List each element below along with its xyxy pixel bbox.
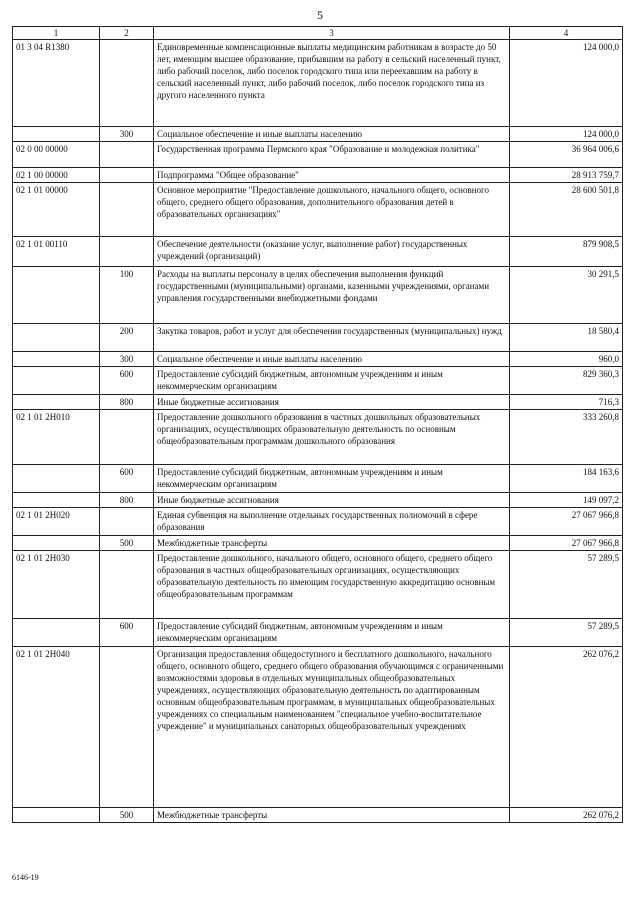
table-row [13,183,623,237]
row-amount: 960,0 [510,352,623,367]
row-code [13,267,100,324]
row-amount: 57 289,5 [510,619,623,647]
table-row [13,465,623,493]
row-name: Основное мероприятие "Предоставление дошкольного, начального общего, основного общего, среднего общего образования, дополнительного образования детей в образовательных организациях" [154,183,510,237]
row-expense-type [100,237,154,267]
row-amount: 879 908,5 [510,237,623,267]
row-code: 02 1 01 00000 [13,183,100,237]
row-expense-type: 300 [100,352,154,367]
row-name: Подпрограмма "Общее образование" [154,168,510,183]
row-name: Социальное обеспечение и иные выплаты населению [154,352,510,367]
row-name: Единовременные компенсационные выплаты медицинским работникам в возрасте до 50 лет, имеющим высшее образование, прибывшим на работу в сельский населенный пункт, либо рабочий поселок, либо поселок городского типа или переехавшим на работу в сельский населенный пункт, либо рабочий поселок, либо поселок городского типа из другого населенного пункта [154,40,510,127]
table-row [13,808,623,823]
row-code [13,395,100,410]
row-expense-type: 500 [100,808,154,823]
row-amount: 124 000,0 [510,40,623,127]
document-footer-code: 6146-19 [12,873,39,882]
row-code: 02 0 00 00000 [13,142,100,168]
table-row [13,352,623,367]
row-expense-type [100,551,154,619]
table-row [13,367,623,395]
row-expense-type: 600 [100,465,154,493]
row-amount: 28 913 759,7 [510,168,623,183]
row-amount: 124 000,0 [510,127,623,142]
row-code [13,619,100,647]
table-row [13,619,623,647]
row-name: Иные бюджетные ассигнования [154,493,510,508]
row-amount: 333 260,8 [510,410,623,465]
table-row [13,493,623,508]
row-name: Предоставление субсидий бюджетным, автономным учреждениям и иным некоммерческим организациям [154,619,510,647]
row-code [13,536,100,551]
page-number: 5 [317,8,323,22]
column-header-amount: 4 [510,27,623,40]
row-code: 02 1 00 00000 [13,168,100,183]
table-row [13,168,623,183]
row-name: Расходы на выплаты персоналу в целях обеспечения выполнения функций государственными (муниципальными) органами, казенными учреждениями, органами управления государственными внебюджетными фондами [154,267,510,324]
table-header-row [13,27,623,40]
table-row [13,237,623,267]
row-code [13,352,100,367]
row-name: Предоставление субсидий бюджетным, автономным учреждениям и иным некоммерческим организациям [154,367,510,395]
column-header-expense-type: 2 [100,27,154,40]
row-name: Предоставление субсидий бюджетным, автономным учреждениям и иным некоммерческим организациям [154,465,510,493]
row-amount: 18 580,4 [510,324,623,352]
row-code [13,465,100,493]
table-row [13,410,623,465]
row-expense-type [100,183,154,237]
row-expense-type [100,410,154,465]
table-row [13,40,623,127]
row-name: Межбюджетные трансферты [154,536,510,551]
row-name: Закупка товаров, работ и услуг для обеспечения государственных (муниципальных) нужд [154,324,510,352]
row-name: Предоставление дошкольного образования в частных дошкольных образовательных организациях, осуществляющих образовательную деятельность по основным общеобразовательным программам дошкольного образования [154,410,510,465]
column-header-name: 3 [154,27,510,40]
row-expense-type: 800 [100,395,154,410]
row-expense-type: 600 [100,619,154,647]
row-amount: 30 291,5 [510,267,623,324]
row-name: Единая субвенция на выполнение отдельных государственных полномочий в сфере образования [154,508,510,536]
table-row [13,508,623,536]
row-expense-type: 300 [100,127,154,142]
row-name: Социальное обеспечение и иные выплаты населению [154,127,510,142]
row-expense-type: 100 [100,267,154,324]
row-expense-type [100,142,154,168]
row-amount: 57 289,5 [510,551,623,619]
row-expense-type [100,508,154,536]
row-expense-type: 600 [100,367,154,395]
row-code: 02 1 01 2Н030 [13,551,100,619]
row-amount: 262 076,2 [510,808,623,823]
row-code: 02 1 01 2Н020 [13,508,100,536]
table-row [13,536,623,551]
table-row [13,324,623,352]
table-row [13,551,623,619]
row-expense-type [100,647,154,808]
row-amount: 36 964 006,6 [510,142,623,168]
budget-table [12,26,623,823]
row-expense-type: 800 [100,493,154,508]
row-name: Предоставление дошкольного, начального общего, основного общего, среднего общего образования в частных общеобразовательных организациях, осуществляющих образовательную деятельность по имеющим государственную аккредитацию основным общеобразовательным программам [154,551,510,619]
table-row [13,142,623,168]
row-code [13,367,100,395]
row-code: 02 1 01 00110 [13,237,100,267]
row-code: 02 1 01 2Н040 [13,647,100,808]
row-name: Организация предоставления общедоступного и бесплатного дошкольного, начального общего, основного общего, среднего общего образования обучающимся с ограниченными возможностями здоровья в отдельных муниципальных общеобразовательных учреждениях, осуществляющих образовательную деятельность по адаптированным основным общеобразовательным программам, в муниципальных общеобразовательных учреждениях со специальным наименованием "специальное учебно-воспитательное учреждение" и муниципальных санаторных общеобразовательных учреждениях [154,647,510,808]
row-code [13,493,100,508]
row-code [13,127,100,142]
row-amount: 28 600 501,8 [510,183,623,237]
row-code [13,808,100,823]
row-amount: 27 067 966,8 [510,536,623,551]
row-code [13,324,100,352]
table-row [13,127,623,142]
row-amount: 184 163,6 [510,465,623,493]
row-amount: 27 067 966,8 [510,508,623,536]
row-name: Обеспечение деятельности (оказание услуг, выполнение работ) государственных учреждений (организаций) [154,237,510,267]
table-row [13,267,623,324]
row-name: Межбюджетные трансферты [154,808,510,823]
row-name: Государственная программа Пермского края "Образование и молодежная политика" [154,142,510,168]
row-code: 01 3 04 R1380 [13,40,100,127]
row-expense-type: 500 [100,536,154,551]
row-expense-type: 200 [100,324,154,352]
table-row [13,647,623,808]
table-row [13,395,623,410]
row-amount: 149 097,2 [510,493,623,508]
row-amount: 716,3 [510,395,623,410]
row-name: Иные бюджетные ассигнования [154,395,510,410]
row-expense-type [100,168,154,183]
column-header-code: 1 [13,27,100,40]
row-amount: 829 360,3 [510,367,623,395]
row-amount: 262 076,2 [510,647,623,808]
row-expense-type [100,40,154,127]
row-code: 02 1 01 2Н010 [13,410,100,465]
